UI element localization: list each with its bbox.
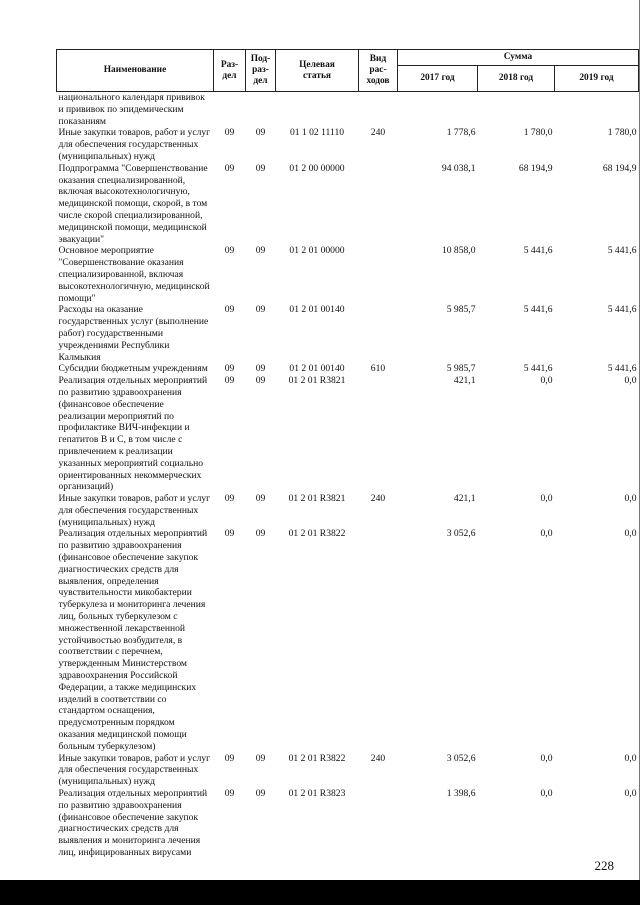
row-expense-type	[359, 92, 398, 128]
row-target-article: 01 2 01 R3823	[288, 788, 346, 800]
table-row	[57, 493, 639, 528]
header-name: Наименование	[57, 50, 214, 92]
row-subsection: 09	[255, 375, 266, 387]
table-row	[57, 304, 639, 363]
row-target-article: 01 2 01 00140	[289, 304, 345, 316]
row-expense-type	[359, 245, 398, 304]
row-sum-2017: 421,1	[453, 493, 476, 505]
row-expense-type	[359, 528, 398, 752]
row-sum-2018: 68 194,9	[518, 162, 553, 174]
row-expense-type	[359, 163, 398, 246]
table-row	[57, 375, 639, 493]
row-sum-2018: 0,0	[540, 493, 553, 505]
row-target-article: 01 2 01 00140	[289, 363, 345, 375]
row-section: 09	[224, 162, 235, 174]
table-body	[57, 92, 639, 859]
row-sum-2019: 1 780,0	[607, 127, 637, 139]
table-row	[57, 753, 639, 788]
row-sum-2019: 0,0	[624, 493, 637, 505]
row-subsection	[246, 92, 276, 128]
row-sum-2019	[555, 92, 639, 128]
row-sum-2017: 1 398,6	[446, 788, 476, 800]
table-header	[57, 50, 639, 92]
row-target-article: 01 2 00 00000	[289, 162, 345, 174]
row-sum-2017: 5 985,7	[446, 304, 476, 316]
row-expense-type: 240	[370, 127, 386, 139]
row-sum-2019: 0,0	[624, 375, 637, 387]
row-name: Расходы на оказание государственных услуг (выполнение работ) государственными учреждениями Республики Калмыкия	[58, 304, 209, 363]
row-subsection: 09	[255, 788, 266, 800]
page-number: 228	[594, 858, 614, 873]
row-section: 09	[224, 493, 235, 505]
row-subsection: 09	[255, 127, 266, 139]
row-expense-type: 240	[370, 752, 386, 764]
row-expense-type	[359, 304, 398, 363]
header-year-2018: 2018 год	[478, 66, 555, 92]
row-subsection: 09	[255, 752, 266, 764]
row-target-article: 01 2 01 00000	[289, 245, 345, 257]
row-sum-2017: 94 038,1	[441, 162, 476, 174]
row-sum-2019: 5 441,6	[607, 245, 637, 257]
row-section: 09	[224, 245, 235, 257]
row-sum-2018: 0,0	[540, 788, 553, 800]
table-row	[57, 245, 639, 304]
row-expense-type	[359, 788, 398, 859]
row-name: национального календаря прививок и прививок по эпидемическим показаниям	[58, 92, 205, 127]
row-subsection: 09	[255, 245, 266, 257]
row-subsection: 09	[255, 162, 266, 174]
table-row	[57, 788, 639, 859]
header-section: Раз- дел	[214, 50, 246, 92]
row-section: 09	[224, 752, 235, 764]
row-section: 09	[224, 127, 235, 139]
row-subsection: 09	[255, 363, 266, 375]
scan-bottom-band	[0, 880, 640, 905]
row-sum-2019: 68 194,9	[602, 162, 637, 174]
row-subsection: 09	[255, 493, 266, 505]
row-section: 09	[224, 304, 235, 316]
row-sum-2019: 0,0	[624, 752, 637, 764]
row-target-article	[276, 92, 359, 128]
row-sum-2019: 5 441,6	[607, 363, 637, 375]
row-section: 09	[224, 528, 235, 540]
row-sum-2019: 0,0	[624, 528, 637, 540]
row-sum-2017	[398, 92, 478, 128]
row-sum-2017: 421,1	[453, 375, 476, 387]
row-sum-2018: 5 441,6	[523, 304, 553, 316]
row-sum-2017: 1 778,6	[446, 127, 476, 139]
row-name: Иные закупки товаров, работ и услуг для обеспечения государственных (муниципальных) нужд	[58, 127, 211, 162]
row-sum-2019: 5 441,6	[607, 304, 637, 316]
row-expense-type	[359, 375, 398, 493]
table-row	[57, 92, 639, 128]
row-sum-2017: 10 858,0	[441, 245, 476, 257]
row-sum-2018: 0,0	[540, 528, 553, 540]
row-name: Субсидии бюджетным учреждениям	[58, 363, 208, 375]
budget-table	[56, 49, 639, 859]
header-target-article: Целевая статья	[276, 50, 359, 92]
header-sum: Сумма	[398, 50, 639, 66]
header-year-2019: 2019 год	[555, 66, 639, 92]
row-sum-2018: 5 441,6	[523, 363, 553, 375]
header-subsection: Под- раз- дел	[246, 50, 276, 92]
table-row	[57, 528, 639, 752]
table-row	[57, 163, 639, 246]
row-sum-2017: 3 052,6	[446, 752, 476, 764]
row-expense-type: 610	[370, 363, 386, 375]
row-section: 09	[224, 375, 235, 387]
row-name: Иные закупки товаров, работ и услуг для обеспечения государственных (муниципальных) нужд	[58, 752, 211, 788]
row-name: Подпрограмма "Совершенствование оказания специализированной, включая высокотехнологичную, медицинской помощи, скорой, в том числе скорой специализированной, медицинской помощи, медицинской эвакуации"	[58, 162, 208, 245]
row-name: Реализация отдельных мероприятий по развитию здравоохранения (финансовое обеспечение закупок диагностических средств для выявления и мониторинга лечения лиц, инфицированных вирусами	[58, 788, 208, 858]
row-target-article: 01 1 02 11110	[289, 127, 345, 139]
row-sum-2018: 0,0	[540, 752, 553, 764]
row-sum-2019: 0,0	[624, 788, 637, 800]
table-row	[57, 363, 639, 375]
row-sum-2018	[478, 92, 555, 128]
row-sum-2018: 1 780,0	[523, 127, 553, 139]
row-target-article: 01 2 01 R3822	[288, 752, 346, 764]
row-name: Реализация отдельных мероприятий по развитию здравоохранения (финансовое обеспечение реализации мероприятий по профилактике ВИЧ-инфекции и гепатитов В и С, в том числе с привлечением к реализации указанных мероприятий социально ориентированных некоммерческих организаций)	[58, 375, 208, 493]
row-name: Иные закупки товаров, работ и услуг для обеспечения государственных (муниципальных) нужд	[58, 493, 211, 528]
row-target-article: 01 2 01 R3821	[288, 493, 346, 505]
row-sum-2017: 3 052,6	[446, 528, 476, 540]
table-row	[57, 127, 639, 162]
row-section: 09	[224, 788, 235, 800]
row-target-article: 01 2 01 R3821	[288, 375, 346, 387]
row-subsection: 09	[255, 304, 266, 316]
row-target-article: 01 2 01 R3822	[288, 528, 346, 540]
row-section: 09	[224, 363, 235, 375]
header-year-2017: 2017 год	[398, 66, 478, 92]
row-section	[214, 92, 246, 128]
row-sum-2018: 0,0	[540, 375, 553, 387]
row-sum-2018: 5 441,6	[523, 245, 553, 257]
row-subsection: 09	[255, 528, 266, 540]
row-name: Реализация отдельных мероприятий по развитию здравоохранения (финансовое обеспечение закупок диагностических средств для выявления, определения чувствительности микобактерии туберкулеза и мониторинга лечения лиц, больных туберкулезом с множественной лекарственной устойчивостью возбудителя, в соответствии с перечнем, утвержденным Министерством здравоохранения Российской Федерации, а также медицинских изделий в соответствии со стандартом оснащения, предусмотренным порядком оказания медицинской помощи больным туберкулезом)	[58, 528, 208, 752]
header-expense-type: Вид рас- ходов	[359, 50, 398, 92]
row-name: Основное мероприятие "Совершенствование оказания специализированной, включая высокотехнологичную, медицинской помощи"	[58, 245, 210, 304]
row-expense-type: 240	[370, 493, 386, 505]
row-sum-2017: 5 985,7	[446, 363, 476, 375]
